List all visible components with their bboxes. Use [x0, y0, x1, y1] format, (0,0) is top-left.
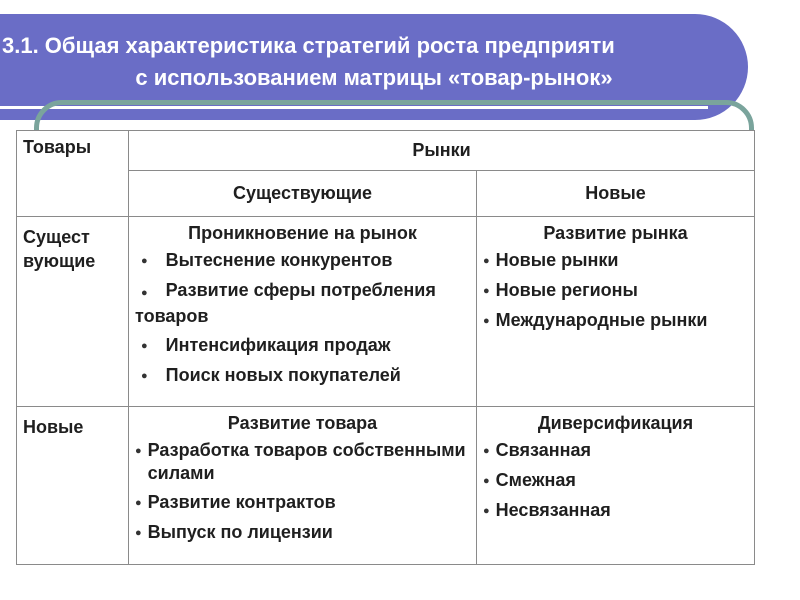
slide-title [0, 14, 748, 110]
bullet-dot-icon: ● [135, 497, 142, 509]
list-item: ● Выпуск по лицензии [135, 521, 470, 545]
list-item: ● Новые регионы [483, 279, 748, 303]
title-line-1: 3.1. Общая характеристика стратегий роста предприяти [2, 33, 615, 58]
list-item: ● Связанная [483, 439, 748, 463]
corner-header: Товары [17, 131, 129, 217]
diversification-list [483, 439, 748, 523]
list-item: ● Развитие контрактов [135, 491, 470, 515]
diversification-heading: Диверсификация [537, 413, 694, 433]
bullet-dot-icon: ● [141, 370, 148, 382]
bullet-dot-icon: ● [483, 285, 490, 297]
cell-market-penetration [129, 217, 477, 407]
col-header-new: Новые [477, 171, 755, 217]
product-development-list [135, 439, 470, 545]
penetration-list [135, 249, 470, 388]
bullet-dot-icon: ● [141, 340, 148, 352]
bullet-dot-icon: ● [135, 527, 142, 539]
bullet-dot-icon: ● [483, 445, 490, 457]
list-item: ● Поиск новых покупателей [135, 364, 470, 388]
market-development-list [483, 249, 748, 333]
list-item: ● Новые рынки [483, 249, 748, 273]
list-item: ● Смежная [483, 469, 748, 493]
row-header-new: Новые [17, 407, 129, 565]
bullet-dot-icon: ● [135, 445, 142, 457]
bullet-dot-icon: ● [483, 505, 490, 517]
bullet-dot-icon: ● [483, 475, 490, 487]
list-item: ● Несвязанная [483, 499, 748, 523]
product-development-heading: Развитие товара [227, 413, 378, 433]
title-line-2: с использованием матрицы «товар-рынок» [135, 65, 613, 90]
bullet-dot-icon: ● [141, 287, 148, 299]
bullet-dot-icon: ● [483, 315, 490, 327]
cell-diversification [477, 407, 755, 565]
list-item: ● Разработка товаров собственными силами [135, 440, 466, 483]
list-item: ● Интенсификация продаж [135, 334, 470, 358]
market-development-heading: Развитие рынка [543, 223, 688, 243]
bullet-dot-icon: ● [483, 255, 490, 267]
col-header-existing: Существующие [129, 171, 477, 217]
list-item: ● Развитие сферы потребления товаров [135, 280, 436, 326]
cell-market-development [477, 217, 755, 407]
row-header-existing: Сущест вующие [17, 217, 129, 407]
penetration-heading: Проникновение на рынок [188, 223, 417, 243]
cell-product-development [129, 407, 477, 565]
list-item: ● Вытеснение конкурентов [135, 249, 470, 273]
markets-header: Рынки [129, 131, 755, 171]
list-item: ● Международные рынки [483, 309, 748, 333]
bullet-dot-icon: ● [141, 255, 148, 267]
product-market-matrix [16, 130, 755, 565]
